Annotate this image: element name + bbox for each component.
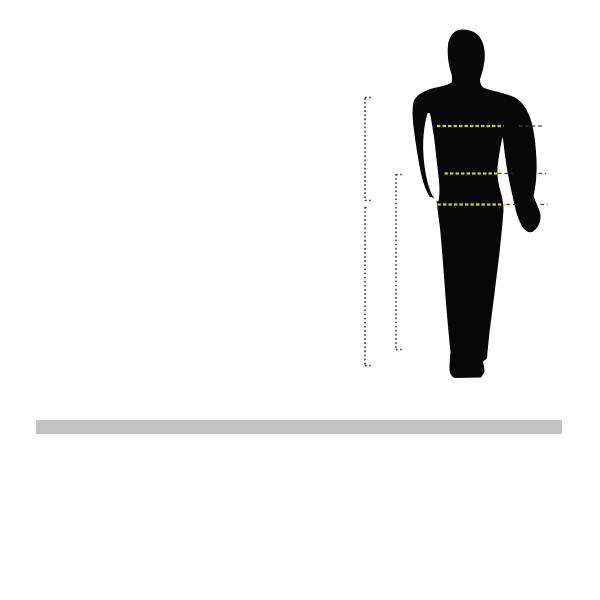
size-table <box>36 434 562 449</box>
size-table-corner-cell <box>36 434 63 449</box>
size-table-section <box>36 420 562 448</box>
leg-measure-ticks <box>396 175 404 350</box>
crotch-measure-ticks <box>365 208 372 366</box>
size-column-header <box>444 434 510 449</box>
size-column-header <box>63 434 120 449</box>
size-column-header <box>335 434 387 449</box>
size-column-header <box>120 434 174 449</box>
size-column-header <box>228 434 282 449</box>
size-table-header-row <box>36 434 562 449</box>
size-column-header <box>174 434 228 449</box>
size-column-header <box>387 434 444 449</box>
size-table-title <box>36 420 562 434</box>
arm-measure-ticks <box>365 98 373 201</box>
size-column-header <box>282 434 335 449</box>
